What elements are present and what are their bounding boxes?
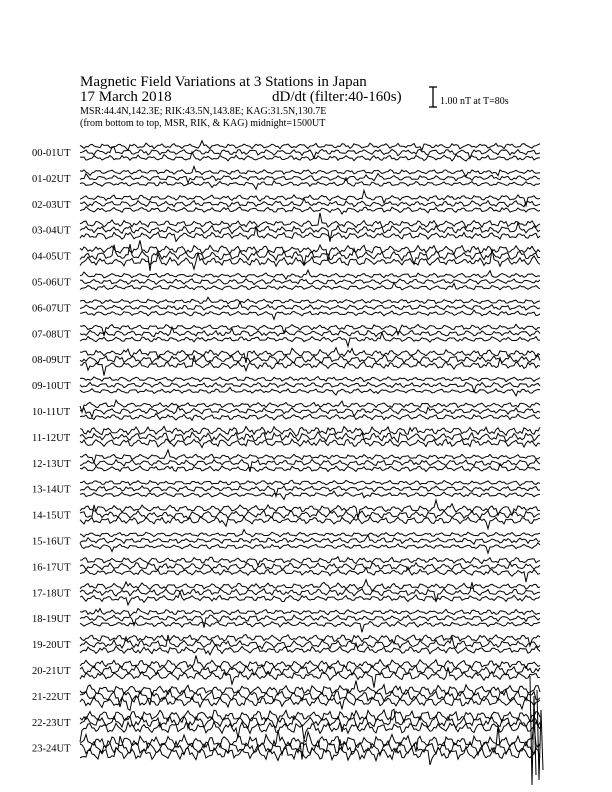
trace-msr (80, 450, 540, 463)
trace-kag (80, 517, 540, 529)
trace-kag (80, 333, 540, 347)
trace-msr (80, 609, 540, 616)
row-label: 17-18UT (32, 588, 71, 600)
scale-label: 1.00 nT at T=80s (440, 96, 509, 107)
row-label: 01-02UT (32, 173, 71, 185)
trace-kag (80, 543, 540, 553)
trace-rik (80, 406, 540, 417)
row-label: 21-22UT (32, 691, 71, 703)
trace-rik (80, 563, 540, 571)
date-line: 17 March 2018 (80, 89, 172, 105)
scale-bar (429, 87, 509, 107)
quantity-label: dD/dt (filter:40-160s) (272, 89, 402, 105)
row-label: 04-05UT (32, 251, 71, 263)
trace-kag (80, 567, 540, 582)
row-label: 23-24UT (32, 743, 71, 755)
row-label: 03-04UT (32, 225, 71, 237)
row-label: 12-13UT (32, 458, 71, 470)
trace-kag (80, 464, 540, 472)
trace-msr (80, 377, 540, 382)
row-label: 00-01UT (32, 148, 71, 159)
trace-msr (80, 166, 540, 176)
trace-msr (80, 324, 540, 336)
row-label: 10-11UT (32, 407, 71, 418)
trace-rik (80, 174, 540, 183)
row-label: 16-17UT (32, 562, 71, 574)
trace-kag (80, 387, 540, 396)
trace-rik (80, 279, 540, 285)
trace-msr (80, 480, 540, 486)
trace-msr (80, 500, 540, 518)
trace-kag (80, 439, 540, 448)
trace-rik (80, 244, 540, 271)
trace-kag (80, 226, 540, 241)
order-note: (from bottom to top, MSR, RIK, & KAG) midnight=1500UT (80, 118, 326, 129)
row-label: 20-21UT (32, 666, 71, 677)
row-label: 15-16UT (32, 536, 71, 548)
trace-rik (80, 432, 540, 443)
row-label: 06-07UT (32, 303, 71, 315)
hour-rows (32, 141, 543, 785)
row-label: 09-10UT (32, 381, 71, 393)
row-label: 05-06UT (32, 277, 71, 289)
trace-msr (80, 270, 540, 279)
trace-rik (80, 615, 540, 628)
trace-msr (80, 297, 540, 304)
chart-title: Magnetic Field Variations at 3 Stations in Japan (80, 74, 367, 90)
trace-msr (80, 710, 540, 722)
trace-rik (80, 535, 540, 544)
trace-msr (80, 530, 540, 537)
trace-rik (80, 355, 540, 363)
trace-kag (80, 310, 540, 319)
stations-label: MSR:44.4N,142.3E; RIK:43.5N,143.8E; KAG:31.5N,130.7E (80, 106, 327, 117)
trace-kag (80, 643, 540, 655)
trace-kag (80, 207, 540, 214)
trace-rik (80, 635, 540, 649)
trace-rik (80, 486, 540, 496)
trace-kag (80, 667, 540, 688)
row-label: 22-23UT (32, 717, 71, 729)
trace-msr (80, 141, 540, 151)
large-excursion (537, 690, 543, 780)
trace-msr (80, 213, 540, 228)
row-label: 11-12UT (32, 432, 71, 444)
trace-kag (80, 414, 540, 421)
row-label: 08-09UT (32, 355, 71, 367)
row-label: 18-19UT (32, 614, 71, 626)
trace-rik (80, 327, 540, 337)
trace-kag (80, 621, 540, 632)
trace-msr (80, 635, 540, 646)
row-label: 02-03UT (32, 199, 71, 211)
row-label: 13-14UT (32, 484, 71, 496)
row-label: 14-15UT (32, 510, 71, 522)
row-label: 07-08UT (32, 329, 71, 341)
row-label: 19-20UT (32, 640, 71, 652)
trace-kag (80, 491, 540, 499)
